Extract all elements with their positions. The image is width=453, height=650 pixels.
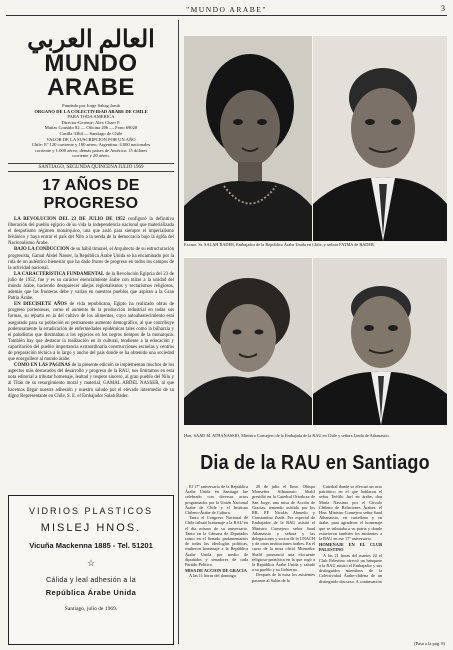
masthead-line: VALOR DE LA SUSCRIPCION POR UN AÑO xyxy=(46,136,136,142)
paragraph-lead: LA CARACTERISTICA FUNDAMENTAL xyxy=(14,271,105,277)
ad-line: Cálida y leal adhesión a la xyxy=(46,577,136,584)
masthead-arabic-title: العالم العربي xyxy=(27,27,155,53)
page-number: 3 xyxy=(441,4,445,13)
paragraph-lead: EN DIECISIETE AÑOS xyxy=(14,302,67,308)
masthead-line: Director-Gerente: Alex Chaer F. xyxy=(61,119,121,125)
article-paragraph: Catedral donde se efectuó un acto patriótico en el que hablaron el señor Teófilo Jurí en árabe, don María Nassimo por el Círculo Chileno de Relaciones Árabes. el Hon. Ministro Consejero señor Saad Athanassio, en castellano y en árabe, para agradecer el homenaje que se tributaba a su patria y donde estuvieron también los asistentes a la RAU en ese 17º aniversario. xyxy=(319,484,382,542)
photo-saad-athanassio xyxy=(313,258,447,425)
ad-line: VIDRIOS PLASTICOS xyxy=(28,506,154,516)
article-paragraph: Después de la misa los asistentes pasaron al Salón de la xyxy=(252,572,315,583)
ad-line: República Árabe Unida xyxy=(45,588,137,597)
column-divider xyxy=(178,20,179,644)
masthead-info xyxy=(8,103,174,159)
left-column xyxy=(8,20,174,400)
masthead-title: MUNDO ARABE xyxy=(44,50,138,101)
article-column xyxy=(319,484,382,584)
article-column xyxy=(252,484,315,583)
article-paragraph xyxy=(8,363,174,400)
photo-caption-2: Hon. SAAD M. ATHANASSIO, Ministro Consejero de la Embajada de la RAU en Chile y señora Linda de Athanassio. xyxy=(184,433,390,438)
masthead-line: corriente y 20 aéreo. xyxy=(72,153,110,159)
paragraph-text: de vida republicana, Egipto ha realizado obras de progreso portentosas, como el aumento de la producción industrial en todas sus formas, su reparto en la del cultivo de los alimentos, cuyo autoabastecimiento está asegurado para su población en permanente aumento demográfico, al que contribuye poderosamente la erradicación de enfermedades epidémicas tales como la bilharzia y el paludismo que diezmaban a los egipcios en los negros tiempos de la monarquía. También hay que destacar la realización en lo cultural, tendiente a la educación y capacitación del pueblo importancia extraordinaria construcciones escuelas y centros de preparación técnica a lo largo y ancho del país donde se ha obtenido una sociedad que enorgullece al mundo árabe. xyxy=(8,302,175,363)
article-paragraph xyxy=(8,302,174,363)
continued-note: (Pasa a la pág. 8) xyxy=(414,641,445,646)
article-paragraph: 20 de julio el Ilmo. Obispo Monseñor Athanassio Shalif presidió en la Catedral Ortodoxa de San Jorge, una misa de Acción de Gracias, teniendo asistido por los RR. PP. Nicolás Ahmedo y Constantino Ziade. Por especial de Embajador de la RAU asistió el Ministro Consejero señor Saad Athanassio y señora y las delegaciones y socios de la UNACH y de otras instituciones árabes. En el curso de la misa ofició Monseñor Shalif pronunció una elocuente religioso-patriótica en la que rogó a la República Árabe Unida y saludó a su pueblo y su Gobierno. xyxy=(252,484,315,573)
main-article-body xyxy=(8,217,174,400)
photo-caption-1: Excmo. Sr. SALAH BADER, Embajador de la República Árabe Unida en Chile, y señora FATMA de BADER. xyxy=(184,242,375,247)
subheading: MISA DE ACCION DE GRACIA xyxy=(185,568,247,574)
rau-article-body xyxy=(185,484,447,644)
masthead-line: Casilla 3364 — Santiago de Chile xyxy=(59,130,123,136)
paragraph-text: de la Revolución Egipcia del 23 de julio de 1952, fue y es su carácter esencialmente árabe con miras a la unidad del mundo árabe, haciendo desaparecer añejas regionalismos y sectarismos religiosos, además que las fronteras debe y varían en nuestros pueblos que aspiran a la Gran Patria Árabe. xyxy=(8,271,175,302)
paragraph-lead: LA REVOLUCION DEL 23 DE JULIO DE 1952 xyxy=(14,216,126,222)
article-paragraph xyxy=(8,217,174,247)
ad-address: Vicuña Mackenna 1885 - Tel. 51201 xyxy=(29,541,153,550)
masthead-line: Fundado por Jorge Sabag Jarub xyxy=(62,103,120,108)
photo-linda-athanassio xyxy=(184,258,312,425)
article-paragraph xyxy=(8,272,174,302)
photo-salah-bader xyxy=(313,36,447,241)
advertisement-box xyxy=(8,495,174,645)
masthead-line: Chile: Eº 120 corriente y 180 aéreo; Argentina: 4.000 nacionales xyxy=(31,142,151,148)
paragraph-text: configuró la definitiva liberación del pueblo egipcio de su vida la independencia nacional que materializada el despotismo régimen monárquico, una que aisló para siempre el imperialismo británico y haya entrar el país del Nilo a la senda de la democracia bajo la égida del Nacionalismo Árabe. xyxy=(8,216,174,247)
masthead-line: ORGANO DE LA COLECTIVIDAD ARABE DE CHILE xyxy=(34,108,148,114)
ad-date: Santiago, julio de 1969. xyxy=(64,606,118,612)
dateline: SANTIAGO, SEGUNDA QUINCENA JULIO 1969 xyxy=(8,163,174,172)
paragraph-text: de la presente edición se implementan muchos de los aspectos más destacados del desarrollo y progreso de la RAU, nos limitamos en esta nota editorial a tributar homenaje, lealtad y respeto sincero, al gran pueblo del Nilo y al Titán de su resurgimiento moral y material, GAMAL ABDEL NASSER, al que hacemos llegar nuestra adhesión y nuestro saludo por el elevado intermedio de su digno Representante en Chile, S. E. el Embajador Salah Bader. xyxy=(8,363,174,399)
article-paragraph xyxy=(8,247,174,271)
masthead-line: PARA TODA AMERICA xyxy=(67,114,115,120)
rau-headline: Dia de la RAU en Santiago xyxy=(200,452,430,474)
main-headline: 17 AÑOS DE PROGRESO xyxy=(42,176,140,212)
article-paragraph: A las 11 horas del domingo xyxy=(189,573,236,579)
article-column xyxy=(185,484,248,579)
article-paragraph: El 17º aniversario de la República Árabe Unida en Santiago fue celebrado con diversas actos programados por la Unión Nacional Árabe de Chile y el Instituto Chileno-Árabe de Cultura. xyxy=(185,484,248,516)
header-rule xyxy=(6,15,447,16)
masthead-line: Matías Cousiño 82 — Oficina 206 — Fono 69020 xyxy=(44,125,138,131)
ad-company: MISLEJ HNOS. xyxy=(40,522,142,534)
article-paragraph: A las 21 horas del martes 22 el Club Palestino ofreció un banquete a la RAU asistió el Embajador y sus distinguidos miembros de la Colectividad Árabe-chilena de un distinguido discurso. A continuación xyxy=(319,552,382,584)
subheading: HOMENAJE EN EL CLUB PALESTINO xyxy=(319,542,382,553)
running-header xyxy=(0,3,453,15)
article-paragraph: Tanto el Congreso Nacional de Chile tributó homenaje a la RAU en el día mismo de su aniversario. Tanto en la Cámara de Diputados como en el Senado parlamentarios de todas las ideologías políticas, rindieron homenaje a la República Árabe Unida por medio de diputados y senadores de cada Partido Político. xyxy=(185,515,248,568)
star-ornament-icon: ☆ xyxy=(86,558,96,568)
paragraph-lead: BAJO LA CONDUCCION xyxy=(14,247,70,253)
photo-fatma-bader xyxy=(184,36,312,241)
running-title: "MUNDO ARABE" xyxy=(186,5,267,14)
masthead-line: corriente y 1.000 aéreo; demás países de América: 15 dólares xyxy=(34,147,148,153)
paragraph-text: de su hábil timonel, el Arquitecto de su estructuración progresista, Gamal Abdel Nasser, la República Árabe Unida se ha encaminado por la ruta de un auténtico bienestar que ha dado frutos de progreso en todos los campos de la actividad nacional. xyxy=(8,247,174,271)
paragraph-lead: COMO EN LAS PAGINAS xyxy=(14,363,71,369)
